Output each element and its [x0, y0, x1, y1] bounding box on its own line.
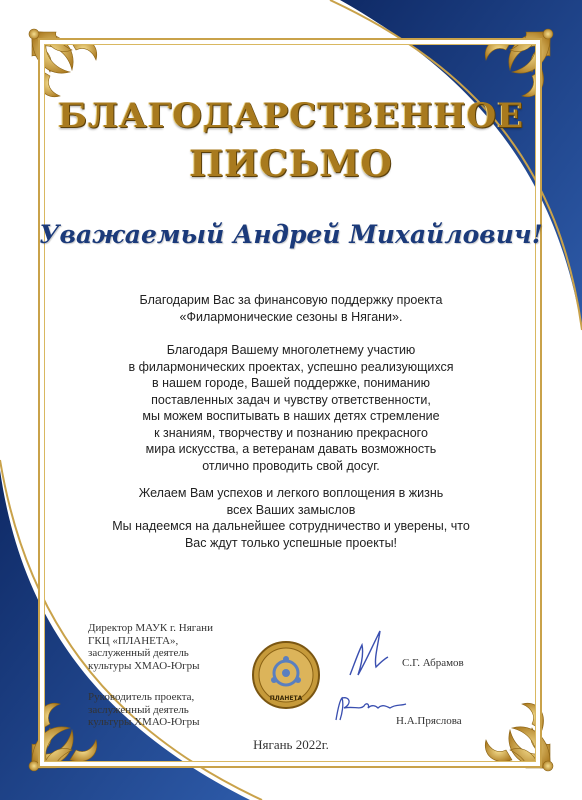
text-line: Благодаря Вашему многолетнему участию [166, 343, 416, 357]
text-line: в филармонических проектах, успешно реализующихся [128, 359, 454, 374]
signature-pryaslova [330, 690, 410, 730]
text-line: Директор МАУК г. Нягани [88, 622, 213, 634]
text-line: всех Ваших замыслов [226, 502, 356, 517]
title-line-1: БЛАГОДАРСТВЕННОЕ [57, 96, 525, 136]
signatory-1-name: С.Г. Абрамов [402, 657, 464, 669]
text-line: Руководитель проекта, [88, 691, 195, 703]
signatory-2-position [88, 691, 200, 729]
place-and-date: Нягань 2022г. [253, 737, 329, 752]
text-line: к знаниям, творчеству и познанию прекрасного [154, 425, 428, 440]
text-line: культуры ХМАО-Югры [88, 716, 200, 728]
paragraph-wishes [70, 485, 512, 551]
paragraph-gratitude [70, 342, 512, 474]
text-line: в нашем городе, Вашей поддержке, пониманию [151, 376, 430, 390]
text-line: заслуженный деятель [88, 647, 189, 659]
text-line: ГКЦ «ПЛАНЕТА», [88, 634, 179, 647]
text-line: «Филармонические сезоны в Нягани». [179, 309, 403, 324]
text-line: Вас ждут только успешные проекты! [184, 535, 398, 550]
text-line: отлично проводить свой досуг. [202, 458, 380, 473]
text-line: культуры ХМАО-Югры [88, 659, 200, 672]
text-line: Благодарим Вас за финансовую поддержку проекта [139, 293, 443, 307]
title-line-2: ПИСЬМО [189, 143, 393, 185]
greeting: Уважаемый Андрей Михайлович! [39, 220, 543, 249]
text-line: заслуженный деятель [88, 703, 189, 716]
text-line: мы можем воспитывать в наших детях стремление [142, 409, 440, 423]
seal-label: ПЛАНЕТА [269, 695, 303, 702]
text-line: Мы надеемся на дальнейшее сотрудничество и уверены, что [112, 519, 470, 533]
text-line: мира искусства, а ветеранам давать возможность [145, 442, 437, 456]
paragraph-thanks [70, 292, 512, 325]
signatory-1-position [88, 622, 213, 672]
signatory-2-name: Н.А.Пряслова [396, 715, 462, 727]
signature-abramov [340, 625, 400, 685]
planeta-seal [251, 640, 321, 710]
text-line: Желаем Вам успехов и легкого воплощения в жизнь [138, 486, 444, 500]
text-line: поставленных задач и чувству ответственности, [151, 392, 431, 407]
